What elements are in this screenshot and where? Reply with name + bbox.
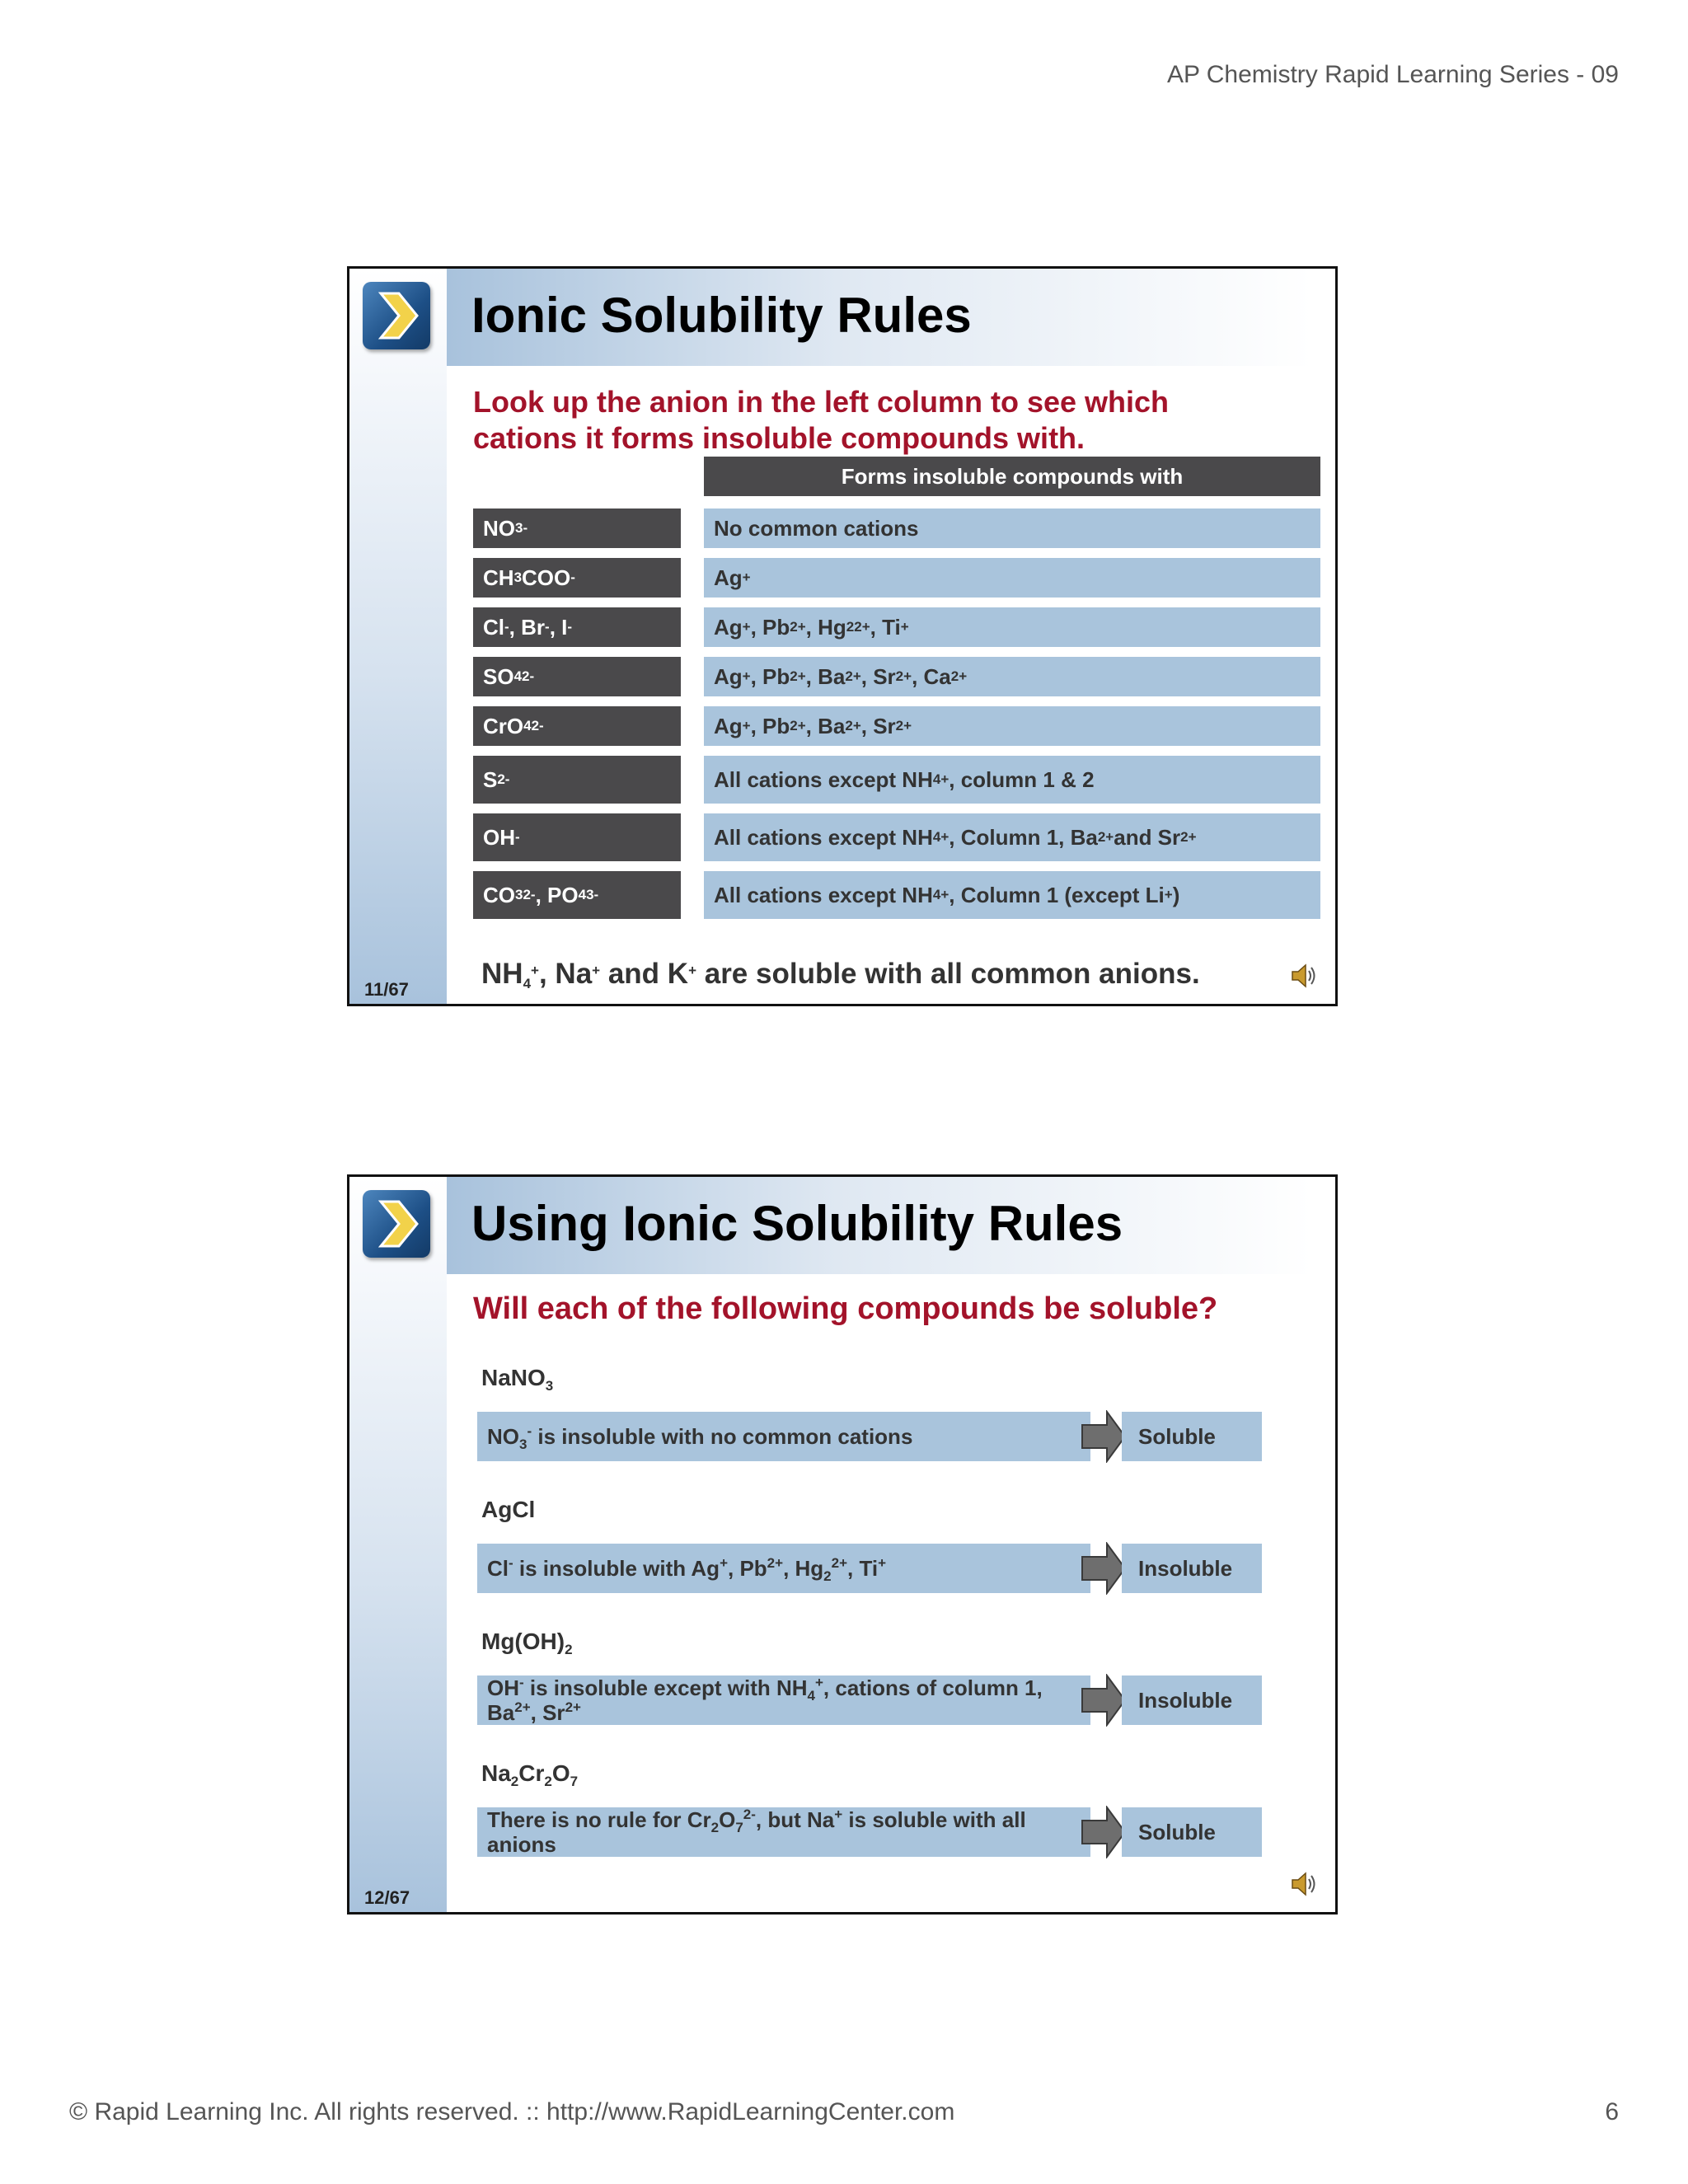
slide-number: 12/67: [364, 1887, 410, 1908]
anion-cell: Cl - , Br - , I -: [473, 607, 681, 647]
cations-cell: Ag +: [704, 558, 1320, 598]
result-bar: Soluble: [1122, 1412, 1262, 1461]
anion-cell: OH -: [473, 813, 681, 861]
anion-cell: CrO 4 2-: [473, 706, 681, 746]
table-row: [473, 509, 1320, 548]
footer-page-number: 6: [1605, 2098, 1619, 2125]
table-row: [473, 706, 1320, 746]
chevron-right-icon: [363, 1190, 430, 1258]
cations-cell: No common cations: [704, 509, 1320, 548]
table-row: [473, 657, 1320, 696]
table-row: [473, 813, 1320, 861]
result-bar: Insoluble: [1122, 1675, 1262, 1725]
slide-number: 11/67: [364, 979, 409, 1000]
slide-using-ionic-solubility-rules: [347, 1174, 1338, 1915]
slide-subtitle-line-2: cations it forms insoluble compounds with.: [473, 421, 1085, 455]
result-bar: Insoluble: [1122, 1544, 1262, 1593]
footer-copyright: © Rapid Learning Inc. All rights reserved. :: http://www.RapidLearningCenter.com: [69, 2098, 955, 2125]
compound-label: AgCl: [481, 1497, 536, 1522]
cations-cell: Ag + , Pb 2+ , Ba 2+ , Sr 2+: [704, 706, 1320, 746]
table-row: [473, 871, 1320, 919]
cations-cell: Ag + , Pb 2+ , Ba 2+ , Sr 2+ , Ca 2+: [704, 657, 1320, 696]
slide-subtitle: Will each of the following compounds be soluble?: [473, 1291, 1218, 1326]
side-band: [349, 1177, 447, 1912]
side-band: [349, 269, 447, 1004]
speaker-icon[interactable]: [1287, 1868, 1320, 1900]
result-bar: Soluble: [1122, 1807, 1262, 1857]
slide-subtitle-line-1: Look up the anion in the left column to see which: [473, 385, 1170, 419]
slide-ionic-solubility-rules: [347, 266, 1338, 1006]
page-header: AP Chemistry Rapid Learning Series - 09: [1166, 61, 1619, 88]
anion-cell: S 2-: [473, 756, 681, 804]
explanation-bar: There is no rule for $Cr_2O_7^{2-}$, but Na+ is soluble with all anions: [477, 1807, 1090, 1857]
compound-label: $Na_2Cr_2O_7$: [481, 1760, 579, 1789]
table-row: [473, 558, 1320, 598]
solubility-note: $NH_4^+$, Na+ and K+ are soluble with all common anions.: [481, 958, 1200, 991]
explanation-bar: OH- is insoluble except with $NH_4^+$, cations of column 1, $Ba^{2+}$, $Sr^{2+}$: [477, 1675, 1090, 1725]
cations-cell: All cations except NH 4 + , Column 1 (except Li + ): [704, 871, 1320, 919]
arrow-right-icon: [1081, 1674, 1127, 1727]
compound-label: $Mg(OH)_2$: [481, 1629, 573, 1657]
cations-cell: Ag + , Pb 2+ , Hg 2 2+ , Ti +: [704, 607, 1320, 647]
explanation-bar: Cl- is insoluble with Ag+, $Pb^{2+}$, $Hg_2^{2+}$, Ti+: [477, 1544, 1090, 1593]
speaker-icon[interactable]: [1287, 959, 1320, 992]
cations-cell: All cations except NH 4 + , Column 1, Ba 2+ and Sr 2+: [704, 813, 1320, 861]
anion-cell: SO 4 2-: [473, 657, 681, 696]
table-header: Forms insoluble compounds with: [704, 457, 1320, 496]
anion-cell: NO 3 -: [473, 509, 681, 548]
chevron-right-icon: [363, 282, 430, 349]
compound-label: NaNO$_3$: [481, 1365, 554, 1394]
explanation-bar: $NO_3^-$ is insoluble with no common cations: [477, 1412, 1090, 1461]
arrow-right-icon: [1081, 1806, 1127, 1858]
anion-cell: CO 3 2- , PO 4 3-: [473, 871, 681, 919]
cations-cell: All cations except NH 4 + , column 1 & 2: [704, 756, 1320, 804]
slide-title: Ionic Solubility Rules: [471, 288, 972, 343]
arrow-right-icon: [1081, 1410, 1127, 1463]
slide-title: Using Ionic Solubility Rules: [471, 1196, 1123, 1251]
table-row: [473, 607, 1320, 647]
anion-cell: CH 3 COO -: [473, 558, 681, 598]
table-row: [473, 756, 1320, 804]
arrow-right-icon: [1081, 1542, 1127, 1595]
